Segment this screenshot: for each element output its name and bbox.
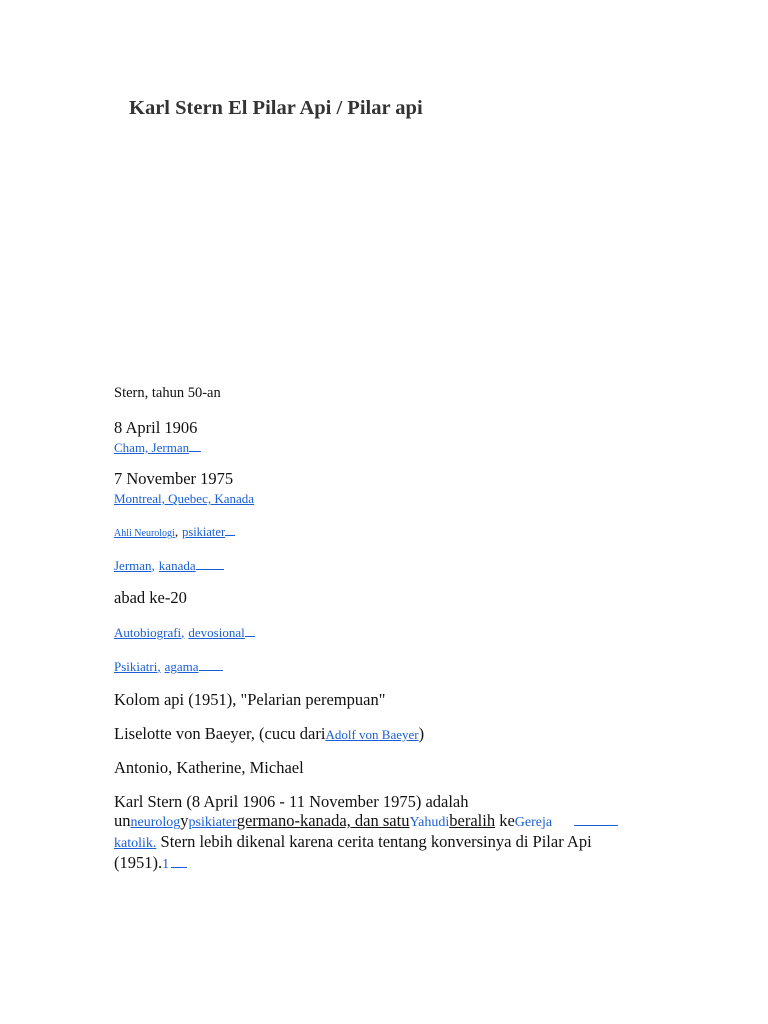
occupation: Ahli Neurologi, psikiater xyxy=(114,523,235,541)
occupation-neurologist-link[interactable]: Ahli Neurologi xyxy=(114,528,175,539)
birth-date: 8 April 1906 xyxy=(114,418,198,437)
subject-religion-link[interactable]: agama xyxy=(164,659,199,674)
link-underline xyxy=(245,635,255,637)
link-underline xyxy=(189,450,201,452)
neurologist-link[interactable]: neurolog xyxy=(130,815,181,830)
nationality-german-link[interactable]: Jerman xyxy=(114,558,152,573)
link-underline xyxy=(171,866,187,868)
birth-place-link[interactable]: Cham, Jerman xyxy=(114,440,190,455)
jewish-link[interactable]: Yahudi xyxy=(409,815,450,830)
image-caption: Stern, tahun 50-an xyxy=(114,385,221,401)
page-title: Karl Stern El Pilar Api / Pilar api xyxy=(129,97,423,119)
spouse: Liselotte von Baeyer, (cucu dariAdolf von Baeyer) xyxy=(114,724,425,743)
nationality-canada-link[interactable]: kanada xyxy=(158,558,196,573)
occupation-psychiatrist-link[interactable]: psikiater xyxy=(182,525,226,539)
link-underline xyxy=(225,534,235,536)
death-place-link[interactable]: Montreal, Quebec, Kanada xyxy=(114,491,255,506)
adolf-von-baeyer-link[interactable]: Adolf von Baeyer xyxy=(325,727,419,742)
catholic-church-link[interactable]: Gereja xyxy=(514,815,553,830)
genre-devotional-link[interactable]: devosional xyxy=(188,625,245,640)
genre: Autobiografi, devosional xyxy=(114,624,255,642)
subject: Psikiatri, agama xyxy=(114,658,223,676)
subject-psychiatry-link[interactable]: Psikiatri xyxy=(114,659,158,674)
catholic-link[interactable]: katolik. xyxy=(114,836,157,851)
reference-link[interactable]: 1 xyxy=(162,857,170,872)
nationality: Jerman, kanada xyxy=(114,557,224,575)
psychiatrist-link[interactable]: psikiater xyxy=(188,815,237,830)
link-underline xyxy=(196,568,224,570)
children: Antonio, Katherine, Michael xyxy=(114,758,304,777)
birth-place xyxy=(114,439,201,457)
death-place xyxy=(114,490,254,508)
link-underline xyxy=(574,824,618,826)
death-date: 7 November 1975 xyxy=(114,469,234,488)
period: abad ke-20 xyxy=(114,588,187,607)
notable-works: Kolom api (1951), "Pelarian perempuan" xyxy=(114,690,386,709)
genre-autobiography-link[interactable]: Autobiografi xyxy=(114,625,182,640)
intro-paragraph: Karl Stern (8 April 1906 - 11 November 1975) adalah unneurologypsikiatergermano-kanada, dan satuYahudiberalih keGereja katolik. Stern lebih dikenal karena cerita tentang konversinya di Pilar Api (1951).1 xyxy=(114,792,634,874)
link-underline xyxy=(199,669,223,671)
